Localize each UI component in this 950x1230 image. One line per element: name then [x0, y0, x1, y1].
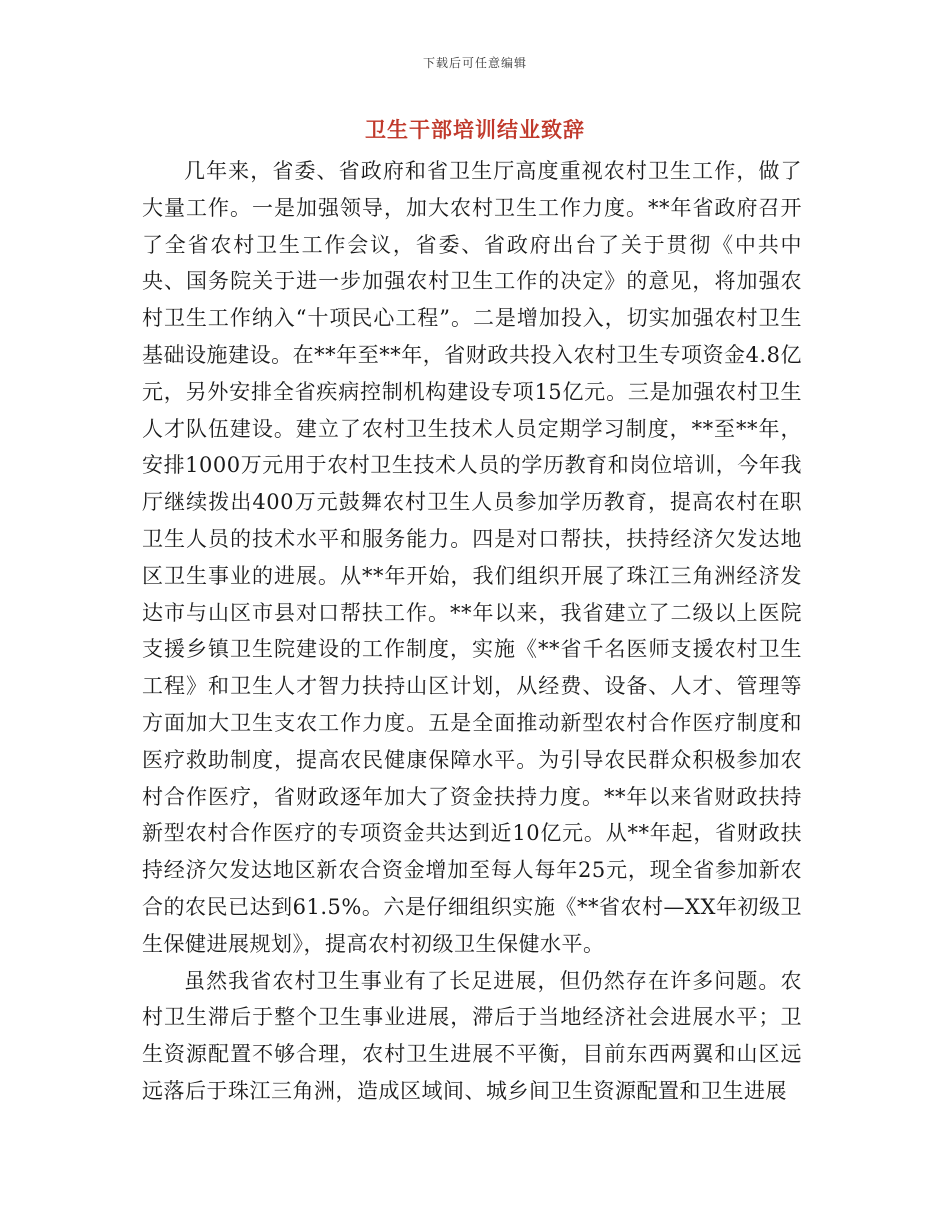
body-paragraph: 虽然我省农村卫生事业有了长足进展，但仍然存在许多问题。农村卫生滞后于整个卫生事业进展，滞后于当地经济社会进展水平；卫生资源配置不够合理，农村卫生进展不平衡，目前东西两翼和山区远远落后于珠江三角洲，造成区域间、城乡间卫生资源配置和卫生进展 — [142, 968, 802, 1103]
document-body — [142, 153, 802, 1110]
document-title: 卫生干部培训结业致辞 — [365, 117, 585, 142]
body-paragraph: 几年来，省委、省政府和省卫生厅高度重视农村卫生工作，做了大量工作。一是加强领导，加大农村卫生工作力度。**年省政府召开了全省农村卫生工作会议，省委、省政府出台了关于贯彻《中共中央、国务院关于进一步加强农村卫生工作的决定》的意见，将加强农村卫生工作纳入“十项民心工程”。二是增加投入，切实加强农村卫生基础设施建设。在**年至**年，省财政共投入农村卫生专项资金4.8亿元，另外安排全省疾病控制机构建设专项15亿元。三是加强农村卫生人才队伍建设。建立了农村卫生技术人员定期学习制度，**至**年，安排1000万元用于农村卫生技术人员的学历教育和岗位培训，今年我厅继续拨出400万元鼓舞农村卫生人员参加学历教育，提高农村在职卫生人员的技术水平和服务能力。四是对口帮扶，扶持经济欠发达地区卫生事业的进展。从**年开始，我们组织开展了珠江三角洲经济发达市与山区市县对口帮扶工作。**年以来，我省建立了二级以上医院支援乡镇卫生院建设的工作制度，实施《**省千名医师支援农村卫生工程》和卫生人才智力扶持山区计划，从经费、设备、人才、管理等方面加大卫生支农工作力度。五是全面推动新型农村合作医疗制度和医疗救助制度，提高农民健康保障水平。为引导农民群众积极参加农村合作医疗，省财政逐年加大了资金扶持力度。**年以来省财政扶持新型农村合作医疗的专项资金共达到近10亿元。从**年起，省财政扶持经济欠发达地区新农合资金增加至每人每年25元，现全省参加新农合的农民已达到61.5%。六是仔细组织实施《**省农村—XX年初级卫生保健进展规划》，提高农村初级卫生保健水平。 — [142, 159, 802, 956]
header-note: 下载后可任意编辑 — [422, 56, 527, 70]
